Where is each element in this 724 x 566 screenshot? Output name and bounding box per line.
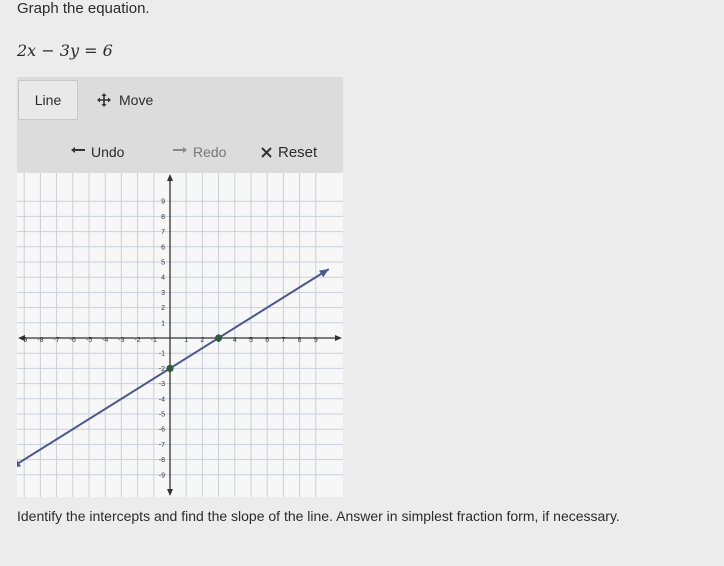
- redo-label: Redo: [193, 144, 227, 160]
- y-tick-label: 7: [161, 229, 165, 237]
- move-arrows-icon: [97, 93, 111, 107]
- y-tick-label: -7: [158, 441, 165, 449]
- x-tick-label: -7: [53, 337, 60, 344]
- x-tick-label: -1: [150, 337, 157, 344]
- y-tick-label: 3: [161, 289, 165, 297]
- x-tick-label: 6: [265, 337, 270, 344]
- y-tick-label: 4: [161, 274, 165, 282]
- y-tick-label: -6: [158, 426, 165, 434]
- undo-button[interactable]: [71, 132, 124, 172]
- instruction-text: Identify the intercepts and find the slope of the line. Answer in simplest fraction form, if necessary.: [17, 508, 620, 524]
- question-prompt: Graph the equation.: [17, 0, 150, 17]
- undo-arrow-icon: [71, 147, 85, 157]
- redo-button[interactable]: [173, 132, 226, 172]
- x-tick-label: 4: [232, 337, 237, 344]
- move-tool-button[interactable]: [97, 80, 153, 120]
- x-tick-label: 7: [281, 337, 286, 344]
- x-tick-label: -5: [85, 337, 93, 344]
- plotted-point[interactable]: [215, 334, 222, 341]
- y-tick-label: -8: [158, 457, 165, 465]
- reset-label: Reset: [278, 143, 318, 161]
- graph-background: [17, 173, 343, 497]
- y-tick-label: -4: [158, 396, 165, 404]
- coordinate-graph[interactable]: [17, 173, 343, 502]
- x-tick-label: -3: [118, 337, 125, 344]
- x-tick-label: -8: [37, 337, 44, 344]
- y-tick-label: 6: [161, 244, 165, 252]
- x-tick-label: 1: [184, 337, 189, 344]
- x-tick-label: -2: [134, 337, 141, 344]
- y-tick-label: 8: [161, 213, 165, 221]
- graph-canvas[interactable]: [17, 173, 343, 497]
- y-tick-label: 1: [161, 320, 165, 328]
- y-tick-label: -5: [158, 411, 165, 419]
- redo-arrow-icon: [173, 147, 187, 157]
- reset-button[interactable]: [261, 132, 317, 172]
- close-x-icon: [261, 147, 272, 158]
- x-tick-label: 2: [200, 337, 205, 344]
- x-tick-label: -6: [69, 337, 76, 344]
- line-tool-button[interactable]: [18, 80, 78, 120]
- y-tick-label: 5: [161, 259, 165, 267]
- y-tick-label: 2: [161, 305, 165, 313]
- undo-label: Undo: [91, 144, 125, 160]
- y-tick-label: -1: [158, 350, 165, 358]
- line-tool-label: Line: [34, 92, 62, 108]
- graph-toolbar: [17, 77, 343, 173]
- x-tick-label: 9: [313, 337, 318, 344]
- x-tick-label: 8: [297, 337, 302, 344]
- x-tick-label: -4: [102, 337, 109, 344]
- move-tool-label: Move: [119, 92, 154, 108]
- y-tick-label: -3: [158, 381, 165, 389]
- y-tick-label: -9: [158, 472, 165, 480]
- x-tick-label: 5: [249, 337, 253, 344]
- plotted-point[interactable]: [166, 365, 173, 372]
- y-tick-label: 9: [161, 198, 165, 206]
- equation: 2x − 3y = 6: [17, 41, 113, 60]
- x-tick-label: -9: [21, 337, 28, 344]
- y-tick-label: -2: [158, 365, 165, 373]
